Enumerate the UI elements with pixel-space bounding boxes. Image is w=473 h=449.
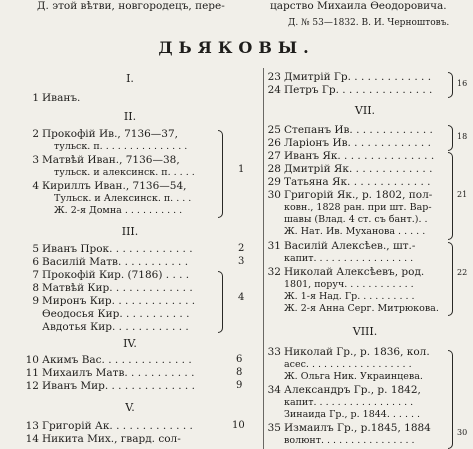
group-brace [448,125,453,151]
entry-text: Иванъ. [42,92,81,104]
entry-number: 10 [25,354,39,366]
parent-ref: 6 [236,354,243,365]
group-brace [218,130,223,218]
entry-2-detail: тульск. п. . . . . . . . . . . . . . . [54,141,188,152]
entry-text: Николай Алексѣевъ, род. [284,266,425,278]
entry-26 [266,137,431,149]
entry-text: Иванъ Як. . . . . . . . . . . . . . . [284,150,435,162]
entry-number: 5 [32,243,39,255]
entry-number: 12 [25,380,39,392]
entry-text: Прокофій Ив., 7136—37, [42,128,178,140]
entry-31-detail: капит. . . . . . . . . . . . . . . . . [284,253,414,264]
entry-text: Кириллъ Иван., 7136—54, [42,180,187,192]
entry-number: 7 [32,269,39,281]
entry-32 [266,266,424,278]
entry-4-spouse: Ж. 2-я Домна . . . . . . . . . . [54,205,183,216]
entry-11 [24,367,194,379]
entry-10 [24,354,192,366]
entry-9b: Авдотья Кир. . . . . . . . . . . . [42,321,189,333]
generation-heading-5: V. [125,401,135,414]
group-brace [448,350,453,449]
entry-9 [24,295,195,307]
entry-33 [266,346,430,358]
generation-heading-8: VIII. [352,325,378,338]
entry-text: Никита Мих., гвард. сол- [42,433,181,445]
entry-number: 13 [25,420,39,432]
entry-34 [266,384,421,396]
entry-3-detail: тульск. и алексинск. п. . . . . [54,167,195,178]
entry-text: Прокофій Кир. (7186) . . . . [42,269,190,281]
entry-number: 1 [32,92,39,104]
parent-ref: 1 [238,164,245,175]
entry-text: Акимъ Вас. . . . . . . . . . . . . . [42,354,192,366]
column-divider [263,68,264,449]
entry-number: 23 [267,71,281,83]
entry-number: 31 [267,240,281,252]
group-brace [218,271,223,333]
generation-heading-2: II. [123,110,137,123]
entry-24 [266,84,432,96]
parent-ref: 10 [232,420,245,431]
parent-ref: 22 [457,268,468,277]
parent-ref: 3 [238,256,245,267]
entry-32-spouse-2: Ж. 2-я Анна Серг. Митрюкова. [284,303,439,314]
entry-4-detail: Тульск. и Алексинск. п. . . . [54,193,192,204]
entry-3 [24,154,180,166]
entry-text: Татьяна Як. . . . . . . . . . . . . [284,176,431,188]
generation-heading-4: IV. [123,337,137,350]
entry-number: 11 [25,367,39,379]
entry-text: Миронъ Кир. . . . . . . . . . . . . [42,295,196,307]
entry-28 [266,163,432,175]
parent-ref: 21 [457,190,468,199]
entry-number: 3 [32,154,39,166]
entry-text: Иванъ Прок. . . . . . . . . . . . . [42,243,193,255]
entry-number: 29 [267,176,281,188]
entry-23 [266,71,431,83]
entry-number: 6 [32,256,39,268]
entry-13 [24,420,193,432]
entry-25 [266,124,433,136]
entry-text: Григорій Як., р. 1802, пол- [284,189,433,201]
group-brace [448,152,453,240]
entry-number: 14 [25,433,39,445]
entry-4 [24,180,186,192]
entry-14 [24,433,181,445]
entry-27 [266,150,434,162]
entry-number: 24 [267,84,281,96]
entry-text: Матвѣй Иван., 7136—38, [42,154,180,166]
generation-heading-3: III. [121,225,139,238]
parent-ref: 8 [236,367,243,378]
entry-number: 32 [267,266,281,278]
entry-text: Дмитрій Як. . . . . . . . . . . . . [284,163,433,175]
entry-number: 28 [267,163,281,175]
entry-text: Александръ Гр., р. 1842, [284,384,421,396]
entry-5 [24,243,193,255]
entry-number: 8 [32,282,39,294]
generation-heading-1: I. [126,72,134,85]
group-brace [448,242,453,316]
header-right-reference: Д. № 53—1832. В. И. Черноштовъ. [288,18,450,28]
entry-text: Григорій Ак. . . . . . . . . . . . . [42,420,193,432]
entry-text: Михаилъ Матв. . . . . . . . . . . [42,367,195,379]
entry-text: Степанъ Ив. . . . . . . . . . . . . [284,124,433,136]
parent-ref: 4 [238,292,245,303]
entry-30-detail-1: ковн., 1828 ран. при шт. Вар- [284,202,432,213]
header-left-text: Д. этой вѣтви, новгородецъ, пере- [37,0,225,12]
entry-number: 9 [32,295,39,307]
entry-number: 27 [267,150,281,162]
entry-text: Василій Матв. . . . . . . . . . . [42,256,189,268]
entry-text: Николай Гр., р. 1836, кол. [284,346,430,358]
entry-31 [266,240,415,252]
entry-30-spouse: Ж. Нат. Ив. Муханова . . . . . [284,226,426,237]
entry-number: 26 [267,137,281,149]
entry-32-detail: 1801, поруч. . . . . . . . . . . . [284,279,414,290]
entry-number: 25 [267,124,281,136]
entry-text: Измаилъ Гр., р.1845, 1884 [284,422,431,434]
entry-number: 2 [32,128,39,140]
parent-ref: 9 [236,380,243,391]
entry-33-spouse: Ж. Ольга Ник. Украинцева. [284,371,423,382]
entry-33-detail: асес. . . . . . . . . . . . . . . . . . [284,359,412,370]
entry-number: 4 [32,180,39,192]
entry-9a: Ѳеодосья Кир. . . . . . . . . . . [42,308,190,320]
parent-ref: 2 [238,243,245,254]
entry-29 [266,176,431,188]
entry-text: Матвѣй Кир. . . . . . . . . . . . . [42,282,193,294]
entry-34-sibling: Зинаида Гр., р. 1844. . . . . . [284,409,421,420]
parent-ref: 16 [457,79,468,88]
entry-number: 34 [267,384,281,396]
entry-text: Иванъ Мир. . . . . . . . . . . . . . [42,380,195,392]
entry-number: 35 [267,422,281,434]
parent-ref: 30 [457,428,468,437]
entry-text: Василій Алексѣев., шт.- [284,240,416,252]
entry-30-detail-2: шавы (Влад. 4 ст. съ бант.). . [284,214,428,225]
entry-text: Петръ Гр. . . . . . . . . . . . . . . [284,84,433,96]
entry-1 [24,92,80,104]
entry-35-detail: волюнт. . . . . . . . . . . . . . . . [284,435,415,446]
parent-ref: 18 [457,132,468,141]
entry-text: Дмитрій Гр. . . . . . . . . . . . . [284,71,432,83]
entry-8 [24,282,193,294]
group-brace [448,72,453,98]
entry-6 [24,256,188,268]
entry-text: Ларіонъ Ив. . . . . . . . . . . . . [284,137,431,149]
entry-number: 33 [267,346,281,358]
entry-2 [24,128,178,140]
entry-35 [266,422,431,434]
entry-34-detail: капит. . . . . . . . . . . . . . . . . [284,397,414,408]
entry-number: 30 [267,189,281,201]
entry-32-spouse-1: Ж. 1-я Над. Гр. . . . . . . . . . [284,291,415,302]
generation-heading-7: VII. [354,104,376,117]
entry-12 [24,380,195,392]
family-title: ДЬЯКОВЫ. [158,38,315,57]
entry-30 [266,189,432,201]
entry-7 [24,269,189,281]
header-right-text: царство Михаила Ѳеодоровича. [270,0,447,12]
